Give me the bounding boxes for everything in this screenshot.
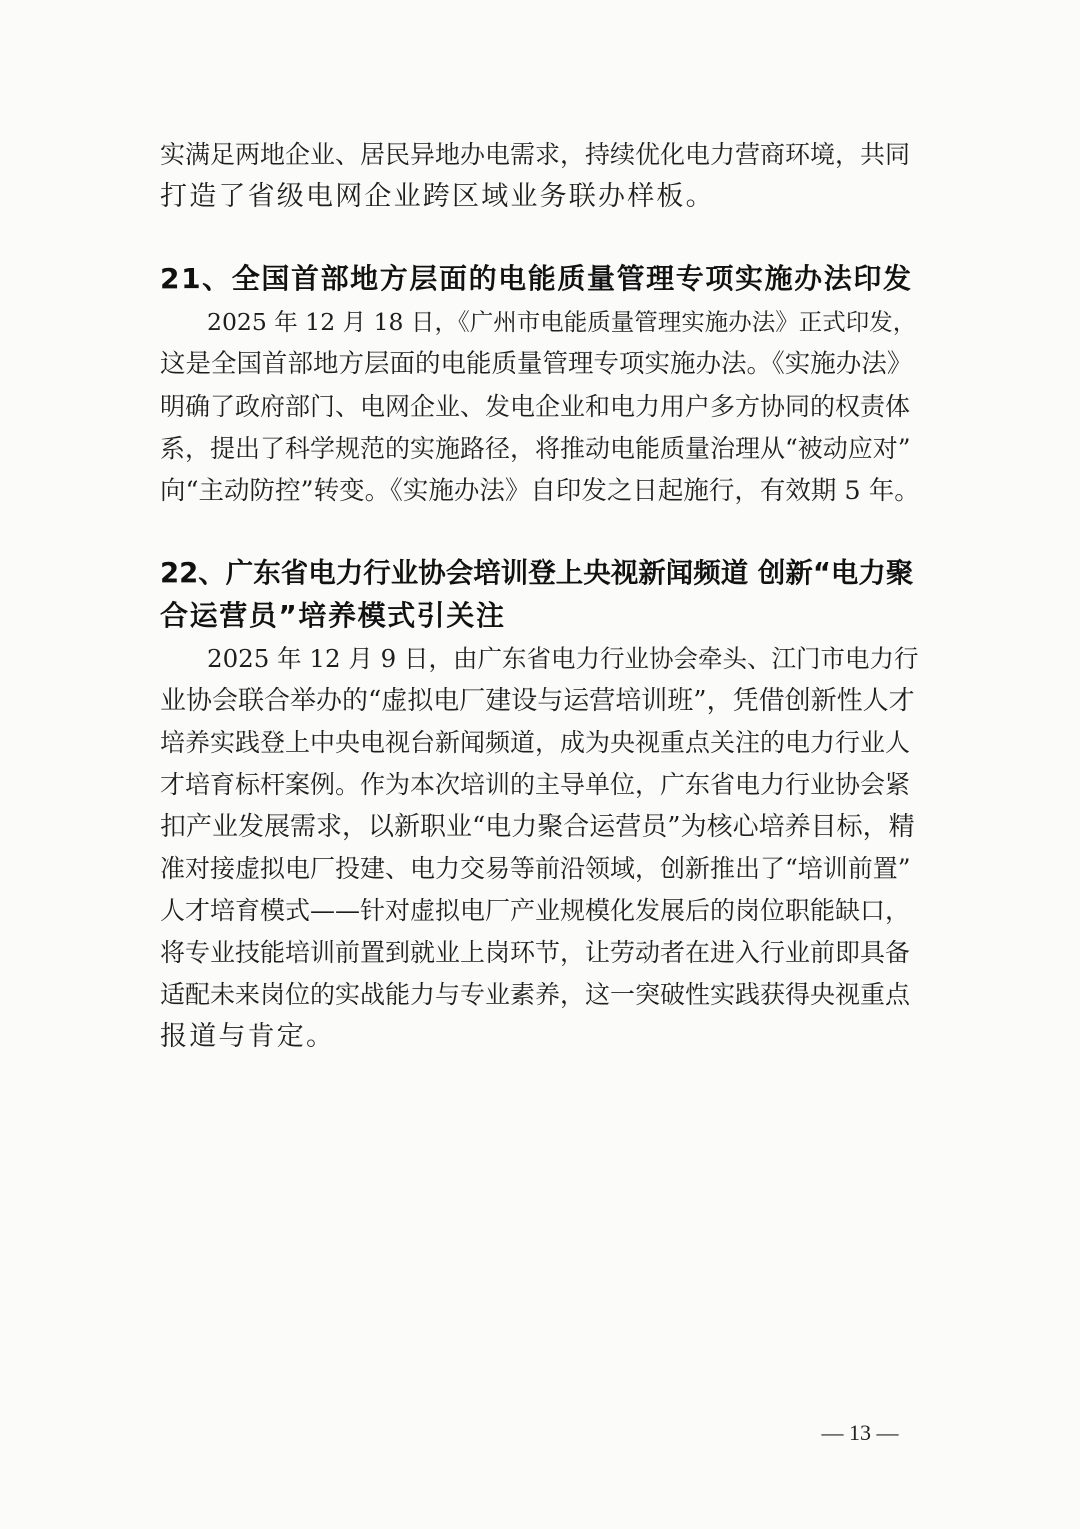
section-22-line: 培养实践登上中央电视台新闻频道，成为央视重点关注的电力行业人 (160, 728, 911, 757)
section-22-line: 扣产业发展需求，以新职业“电力聚合运营员”为核心培养目标，精 (160, 812, 915, 842)
section-22-line: 业协会联合举办的“虚拟电厂建设与运营培训班”，凭借创新性人才 (160, 686, 915, 716)
section-22-line: 报道与肯定。 (160, 1021, 336, 1052)
intro-line: 实满足两地企业、居民异地办电需求，持续优化电力营商环境，共同 (160, 140, 911, 169)
section-21-heading: 21、全国首部地方层面的电能质量管理专项实施办法印发 (160, 262, 913, 295)
section-22-line: 才培育标杆案例。作为本次培训的主导单位，广东省电力行业协会紧 (160, 770, 911, 799)
section-21-line: 这是全国首部地方层面的电能质量管理专项实施办法。《实施办法》 (160, 349, 913, 379)
section-22-line: 适配未来岗位的实战能力与专业素养，这一突破性实践获得央视重点 (160, 980, 911, 1009)
section-21-line: 明确了政府部门、电网企业、发电企业和电力用户多方协同的权责体 (160, 392, 911, 421)
section-21-line: 系，提出了科学规范的实施路径，将推动电能质量治理从“被动应对” (160, 434, 911, 463)
section-22-heading: 合运营员”培养模式引关注 (160, 599, 506, 632)
section-22-line: 准对接虚拟电厂投建、电力交易等前沿领域，创新推出了“培训前置” (160, 854, 911, 883)
section-22-line: 将专业技能培训前置到就业上岗环节，让劳动者在进入行业前即具备 (160, 938, 911, 967)
intro-line: 打造了省级电网企业跨区域业务联办样板。 (160, 181, 715, 212)
page-number: — 13 — (821, 1420, 899, 1445)
section-22-line: 2025 年 12 月 9 日，由广东省电力行业协会牵头、江门市电力行 (207, 644, 919, 673)
section-22-line: 人才培育模式——针对虚拟电厂产业规模化发展后的岗位职能缺口， (160, 896, 911, 925)
section-22-heading: 22、广东省电力行业协会培训登上央视新闻频道 创新“电力聚 (160, 557, 914, 589)
section-21-line: 2025 年 12 月 18 日，《广州市电能质量管理实施办法》正式印发， (207, 308, 917, 336)
section-21-line: 向“主动防控”转变。《实施办法》自印发之日起施行，有效期 5 年。 (160, 476, 920, 506)
